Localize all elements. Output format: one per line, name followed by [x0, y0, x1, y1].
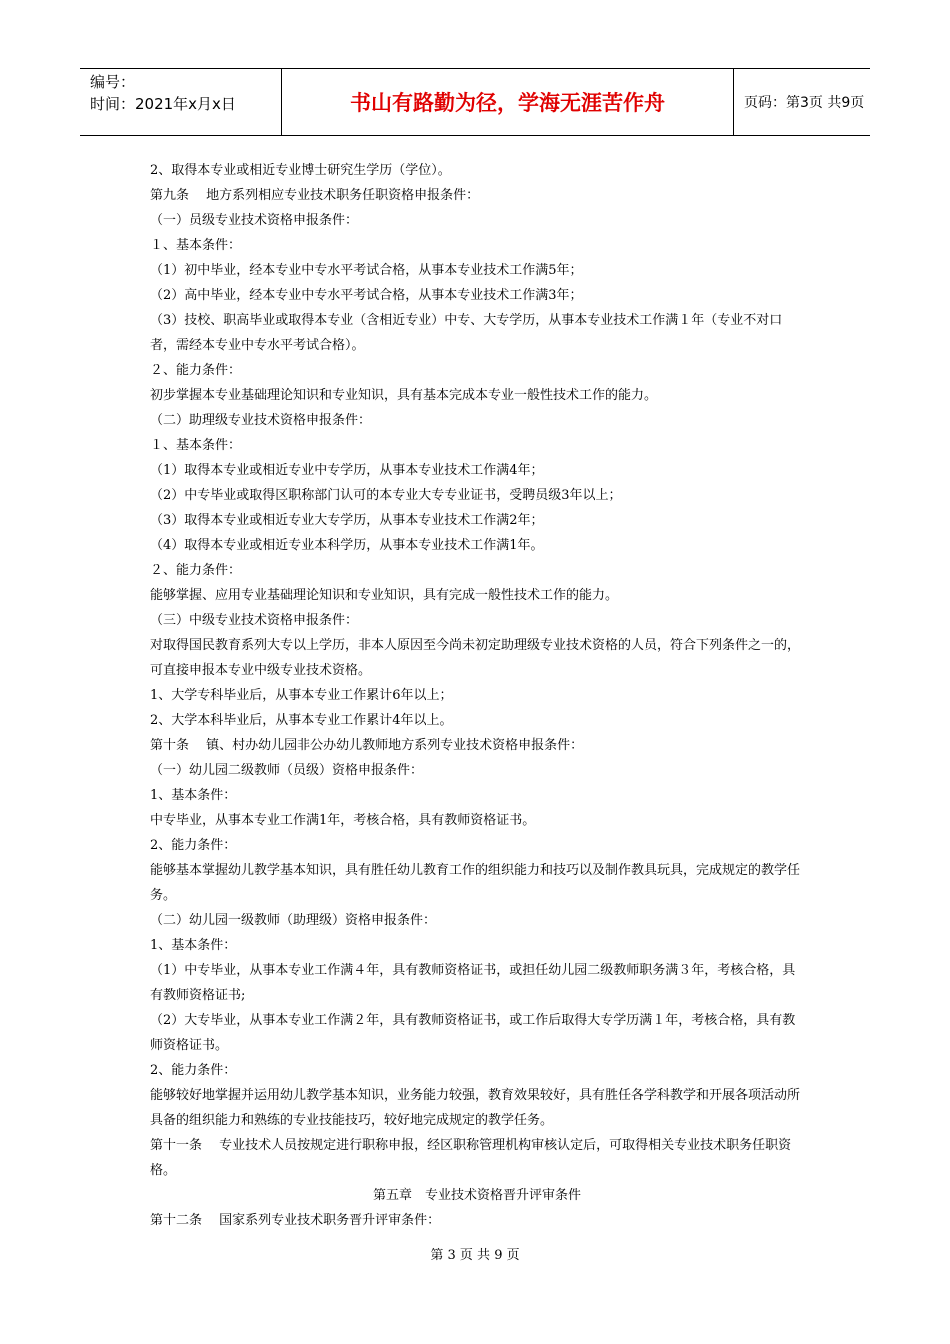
section-heading: （三）中级专业技术资格申报条件：	[150, 613, 359, 628]
paragraph: 初步掌握本专业基础理论知识和专业知识，具有基本完成本专业一般性技术工作的能力。	[150, 388, 658, 403]
article-heading: 第十条 镇、村办幼儿园非公办幼儿教师地方系列专业技术资格申报条件：	[150, 738, 584, 753]
article-heading: 第十二条 国家系列专业技术职务晋升评审条件：	[150, 1213, 441, 1228]
paragraph: （1）取得本专业或相近专业中专学历，从事本专业技术工作满4年；	[150, 463, 544, 478]
paragraph: （2）中专毕业或取得区职称部门认可的本专业大专专业证书，受聘员级3年以上；	[150, 488, 622, 503]
section-heading: （一）幼儿园二级教师（员级）资格申报条件：	[150, 763, 424, 778]
paragraph: 对取得国民教育系列大专以上学历，非本人原因至今尚未初定助理级专业技术资格的人员，符合下列条件之一的，可直接申报本专业中级专业技术资格。	[150, 638, 801, 678]
section-heading: （二）助理级专业技术资格申报条件：	[150, 413, 372, 428]
document-number: 编号：	[90, 73, 136, 91]
paragraph: （2）高中毕业，经本专业中专水平考试合格，从事本专业技术工作满3年；	[150, 288, 583, 303]
header-motto: 书山有路勤为径，学海无涯苦作舟	[282, 69, 734, 135]
paragraph: １、基本条件：	[150, 438, 242, 453]
header-page-number: 页码：第3页 共9页	[744, 95, 865, 111]
paragraph: （2）大专毕业，从事本专业工作满２年，具有教师资格证书，或工作后取得大专学历满１年，考核合格，具有教师资格证书。	[150, 1013, 796, 1053]
section-heading: （一）员级专业技术资格申报条件：	[150, 213, 359, 228]
paragraph: 2、能力条件：	[150, 838, 237, 853]
page-header	[80, 68, 870, 136]
paragraph: 1、大学专科毕业后，从事本专业工作累计6年以上；	[150, 688, 453, 703]
header-meta	[80, 69, 282, 135]
paragraph: 2、能力条件：	[150, 1063, 237, 1078]
paragraph: 能够较好地掌握并运用幼儿教学基本知识，业务能力较强，教育效果较好，具有胜任各学科教学和开展各项活动所具备的组织能力和熟练的专业技能技巧，较好地完成规定的教学任务。	[150, 1088, 801, 1128]
paragraph: 1、基本条件：	[150, 938, 237, 953]
paragraph: （1）初中毕业，经本专业中专水平考试合格，从事本专业技术工作满5年；	[150, 263, 583, 278]
paragraph: 中专毕业，从事本专业工作满1年，考核合格，具有教师资格证书。	[150, 813, 536, 828]
page-footer: 第 3 页 共 9 页	[430, 1248, 520, 1263]
paragraph: （4）取得本专业或相近专业本科学历，从事本专业技术工作满1年。	[150, 538, 544, 553]
paragraph: 2、大学本科毕业后，从事本专业工作累计4年以上。	[150, 713, 453, 728]
paragraph: （3）取得本专业或相近专业大专学历，从事本专业技术工作满2年；	[150, 513, 544, 528]
paragraph: ２、能力条件：	[150, 363, 242, 378]
paragraph: （1）中专毕业，从事本专业工作满４年，具有教师资格证书，或担任幼儿园二级教师职务满３年，考核合格，具有教师资格证书;	[150, 963, 796, 1003]
paragraph: 2、取得本专业或相近专业博士研究生学历（学位）。	[150, 163, 451, 178]
article-heading: 第九条 地方系列相应专业技术职务任职资格申报条件：	[150, 188, 480, 203]
paragraph: １、基本条件：	[150, 238, 242, 253]
section-heading: （二）幼儿园一级教师（助理级）资格申报条件：	[150, 913, 437, 928]
document-body	[150, 158, 804, 1233]
paragraph: （3）技校、职高毕业或取得本专业（含相近专业）中专、大专学历，从事本专业技术工作满１年（专业不对口者，需经本专业中专水平考试合格）。	[150, 313, 783, 353]
document-date: 时间：2021年x月x日	[90, 95, 236, 113]
chapter-title: 第五章 专业技术资格晋升评审条件	[372, 1188, 581, 1203]
article-heading: 第十一条 专业技术人员按规定进行职称申报，经区职称管理机构审核认定后，可取得相关专业技术职务任职资格。	[150, 1138, 792, 1178]
paragraph: 能够基本掌握幼儿教学基本知识，具有胜任幼儿教育工作的组织能力和技巧以及制作教具玩具，完成规定的教学任务。	[150, 863, 801, 903]
paragraph: 1、基本条件：	[150, 788, 237, 803]
paragraph: 能够掌握、应用专业基础理论知识和专业知识，具有完成一般性技术工作的能力。	[150, 588, 619, 603]
paragraph: ２、能力条件：	[150, 563, 242, 578]
